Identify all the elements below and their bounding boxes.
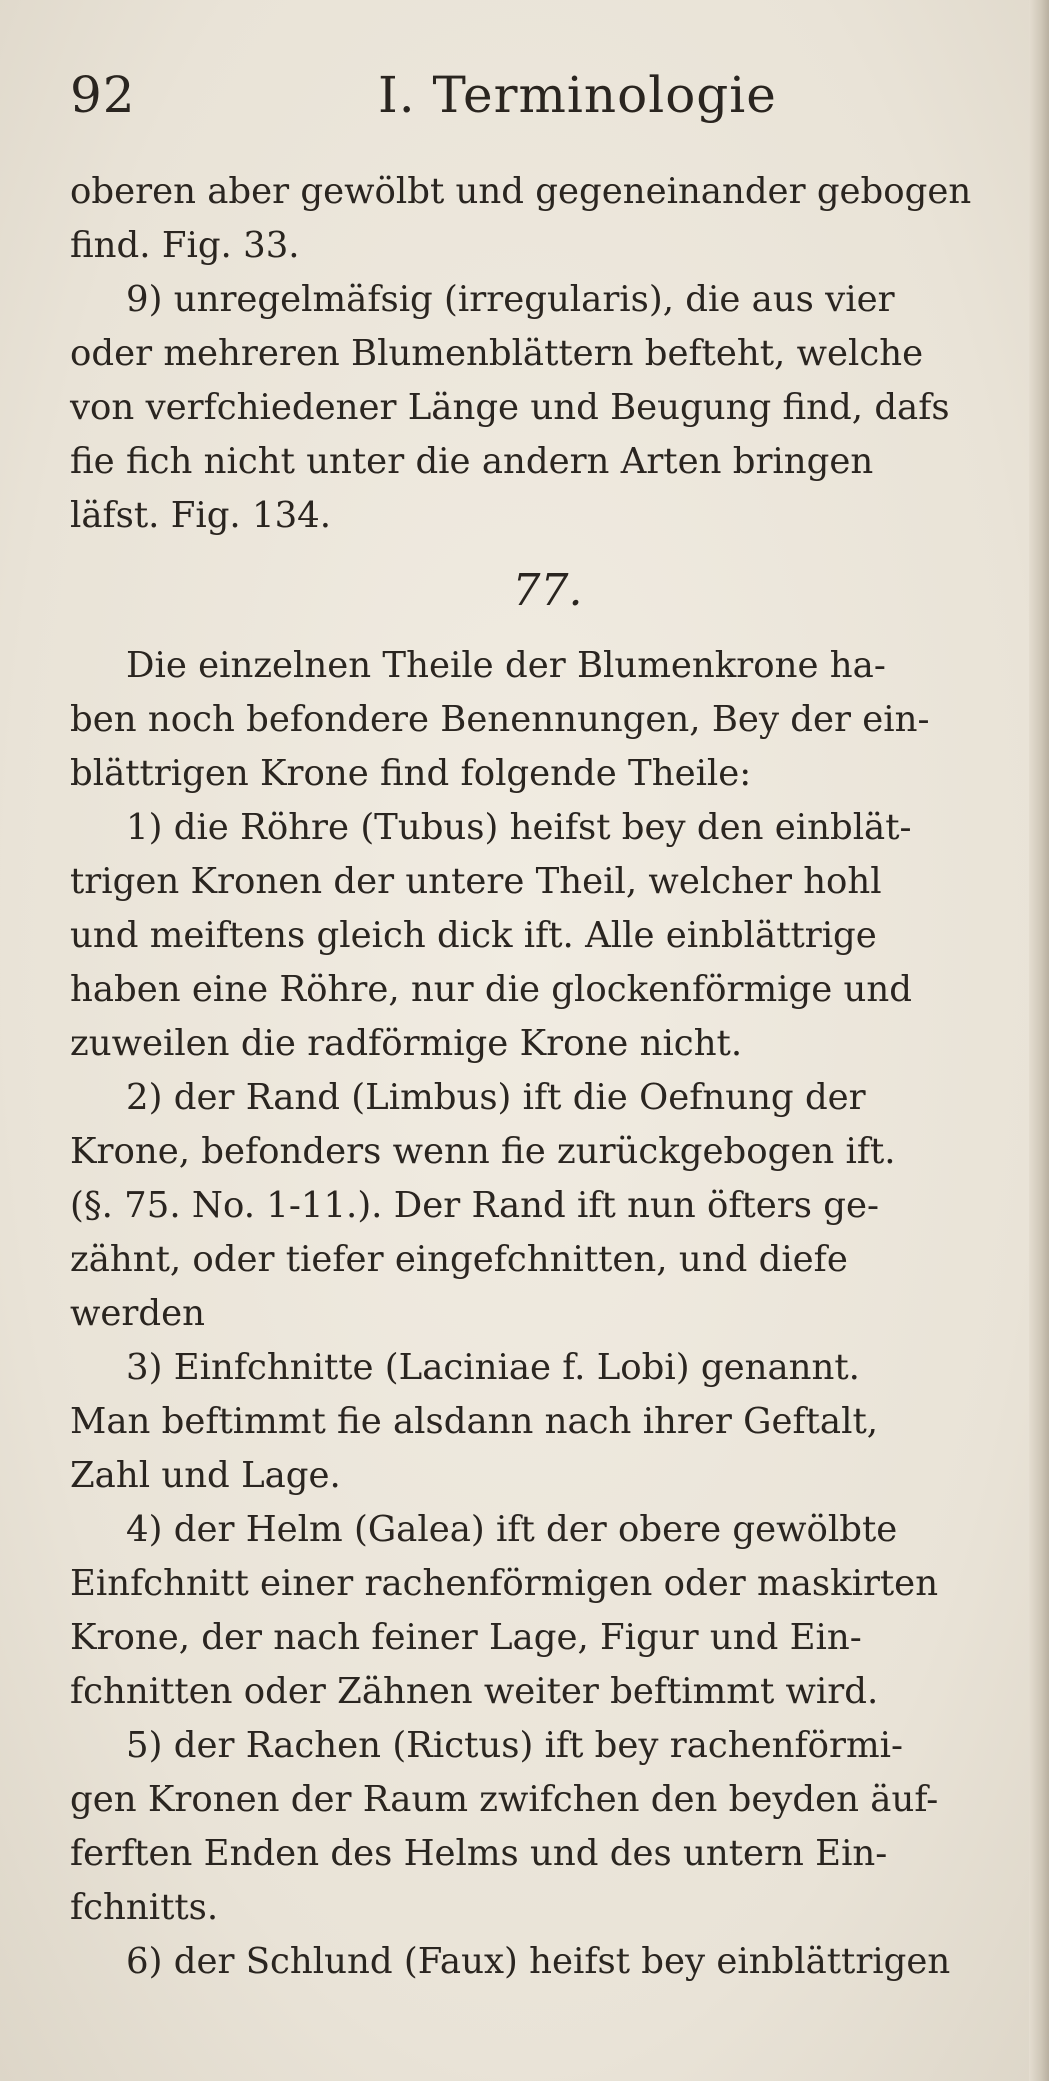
text-line: ferften Enden des Helms und des untern Ein-	[70, 1833, 888, 1874]
running-title: I. Terminologie	[378, 66, 777, 124]
text-line: find. Fig. 33.	[70, 225, 300, 266]
text-line: zähnt, oder tiefer eingefchnitten, und diefe	[70, 1239, 848, 1280]
text-line: Die einzelnen Theile der Blumenkrone ha-	[126, 645, 886, 686]
page-header	[70, 60, 1010, 140]
text-line: 2) der Rand (Limbus) ift die Oefnung der	[126, 1077, 866, 1118]
page-number: 92	[70, 66, 136, 124]
text-line: Zahl und Lage.	[70, 1455, 341, 1496]
text-line: gen Kronen der Raum zwifchen den beyden äuf-	[70, 1779, 939, 1820]
text-line: Man beftimmt fie alsdann nach ihrer Geftalt,	[70, 1401, 878, 1442]
text-line: läfst. Fig. 134.	[70, 495, 332, 536]
text-line: Einfchnitt einer rachenförmigen oder maskirten	[70, 1563, 939, 1604]
text-line: 1) die Röhre (Tubus) heifst bey den einblät-	[126, 807, 912, 848]
text-line: und meiftens gleich dick ift. Alle einblättrige	[70, 915, 877, 956]
text-line: 9) unregelmäfsig (irregularis), die aus vier	[126, 279, 895, 320]
text-line: zuweilen die radförmige Krone nicht.	[70, 1023, 743, 1064]
text-line: 6) der Schlund (Faux) heifst bey einblättrigen	[126, 1941, 951, 1982]
text-line: fchnitten oder Zähnen weiter beftimmt wird.	[70, 1671, 879, 1712]
text-line: ben noch befondere Benennungen, Bey der ein-	[70, 699, 930, 740]
text-line: oberen aber gewölbt und gegeneinander gebogen	[70, 171, 972, 212]
body-text	[70, 165, 1025, 1989]
text-line: Krone, befonders wenn fie zurückgebogen ift.	[70, 1131, 896, 1172]
text-line: fie fich nicht unter die andern Arten bringen	[70, 441, 874, 482]
page-edge	[1029, 0, 1049, 2081]
text-line: Krone, der nach feiner Lage, Figur und Ein-	[70, 1617, 862, 1658]
text-line: werden	[70, 1293, 205, 1334]
text-line: von verfchiedener Länge und Beugung find, dafs	[70, 387, 950, 428]
text-line: (§. 75. No. 1-11.). Der Rand ift nun öfters ge-	[70, 1185, 879, 1226]
text-line: trigen Kronen der untere Theil, welcher hohl	[70, 861, 882, 902]
text-line: fchnitts.	[70, 1887, 219, 1928]
text-line: oder mehreren Blumenblättern befteht, welche	[70, 333, 924, 374]
text-line: 5) der Rachen (Rictus) ift bey rachenförmi-	[126, 1725, 903, 1766]
text-line: 4) der Helm (Galea) ift der obere gewölbte	[126, 1509, 898, 1550]
section-number: 77.	[512, 565, 583, 616]
text-line: 3) Einfchnitte (Laciniae f. Lobi) genannt.	[126, 1347, 860, 1388]
text-line: blättrigen Krone find folgende Theile:	[70, 753, 752, 794]
text-line: haben eine Röhre, nur die glockenförmige und	[70, 969, 912, 1010]
